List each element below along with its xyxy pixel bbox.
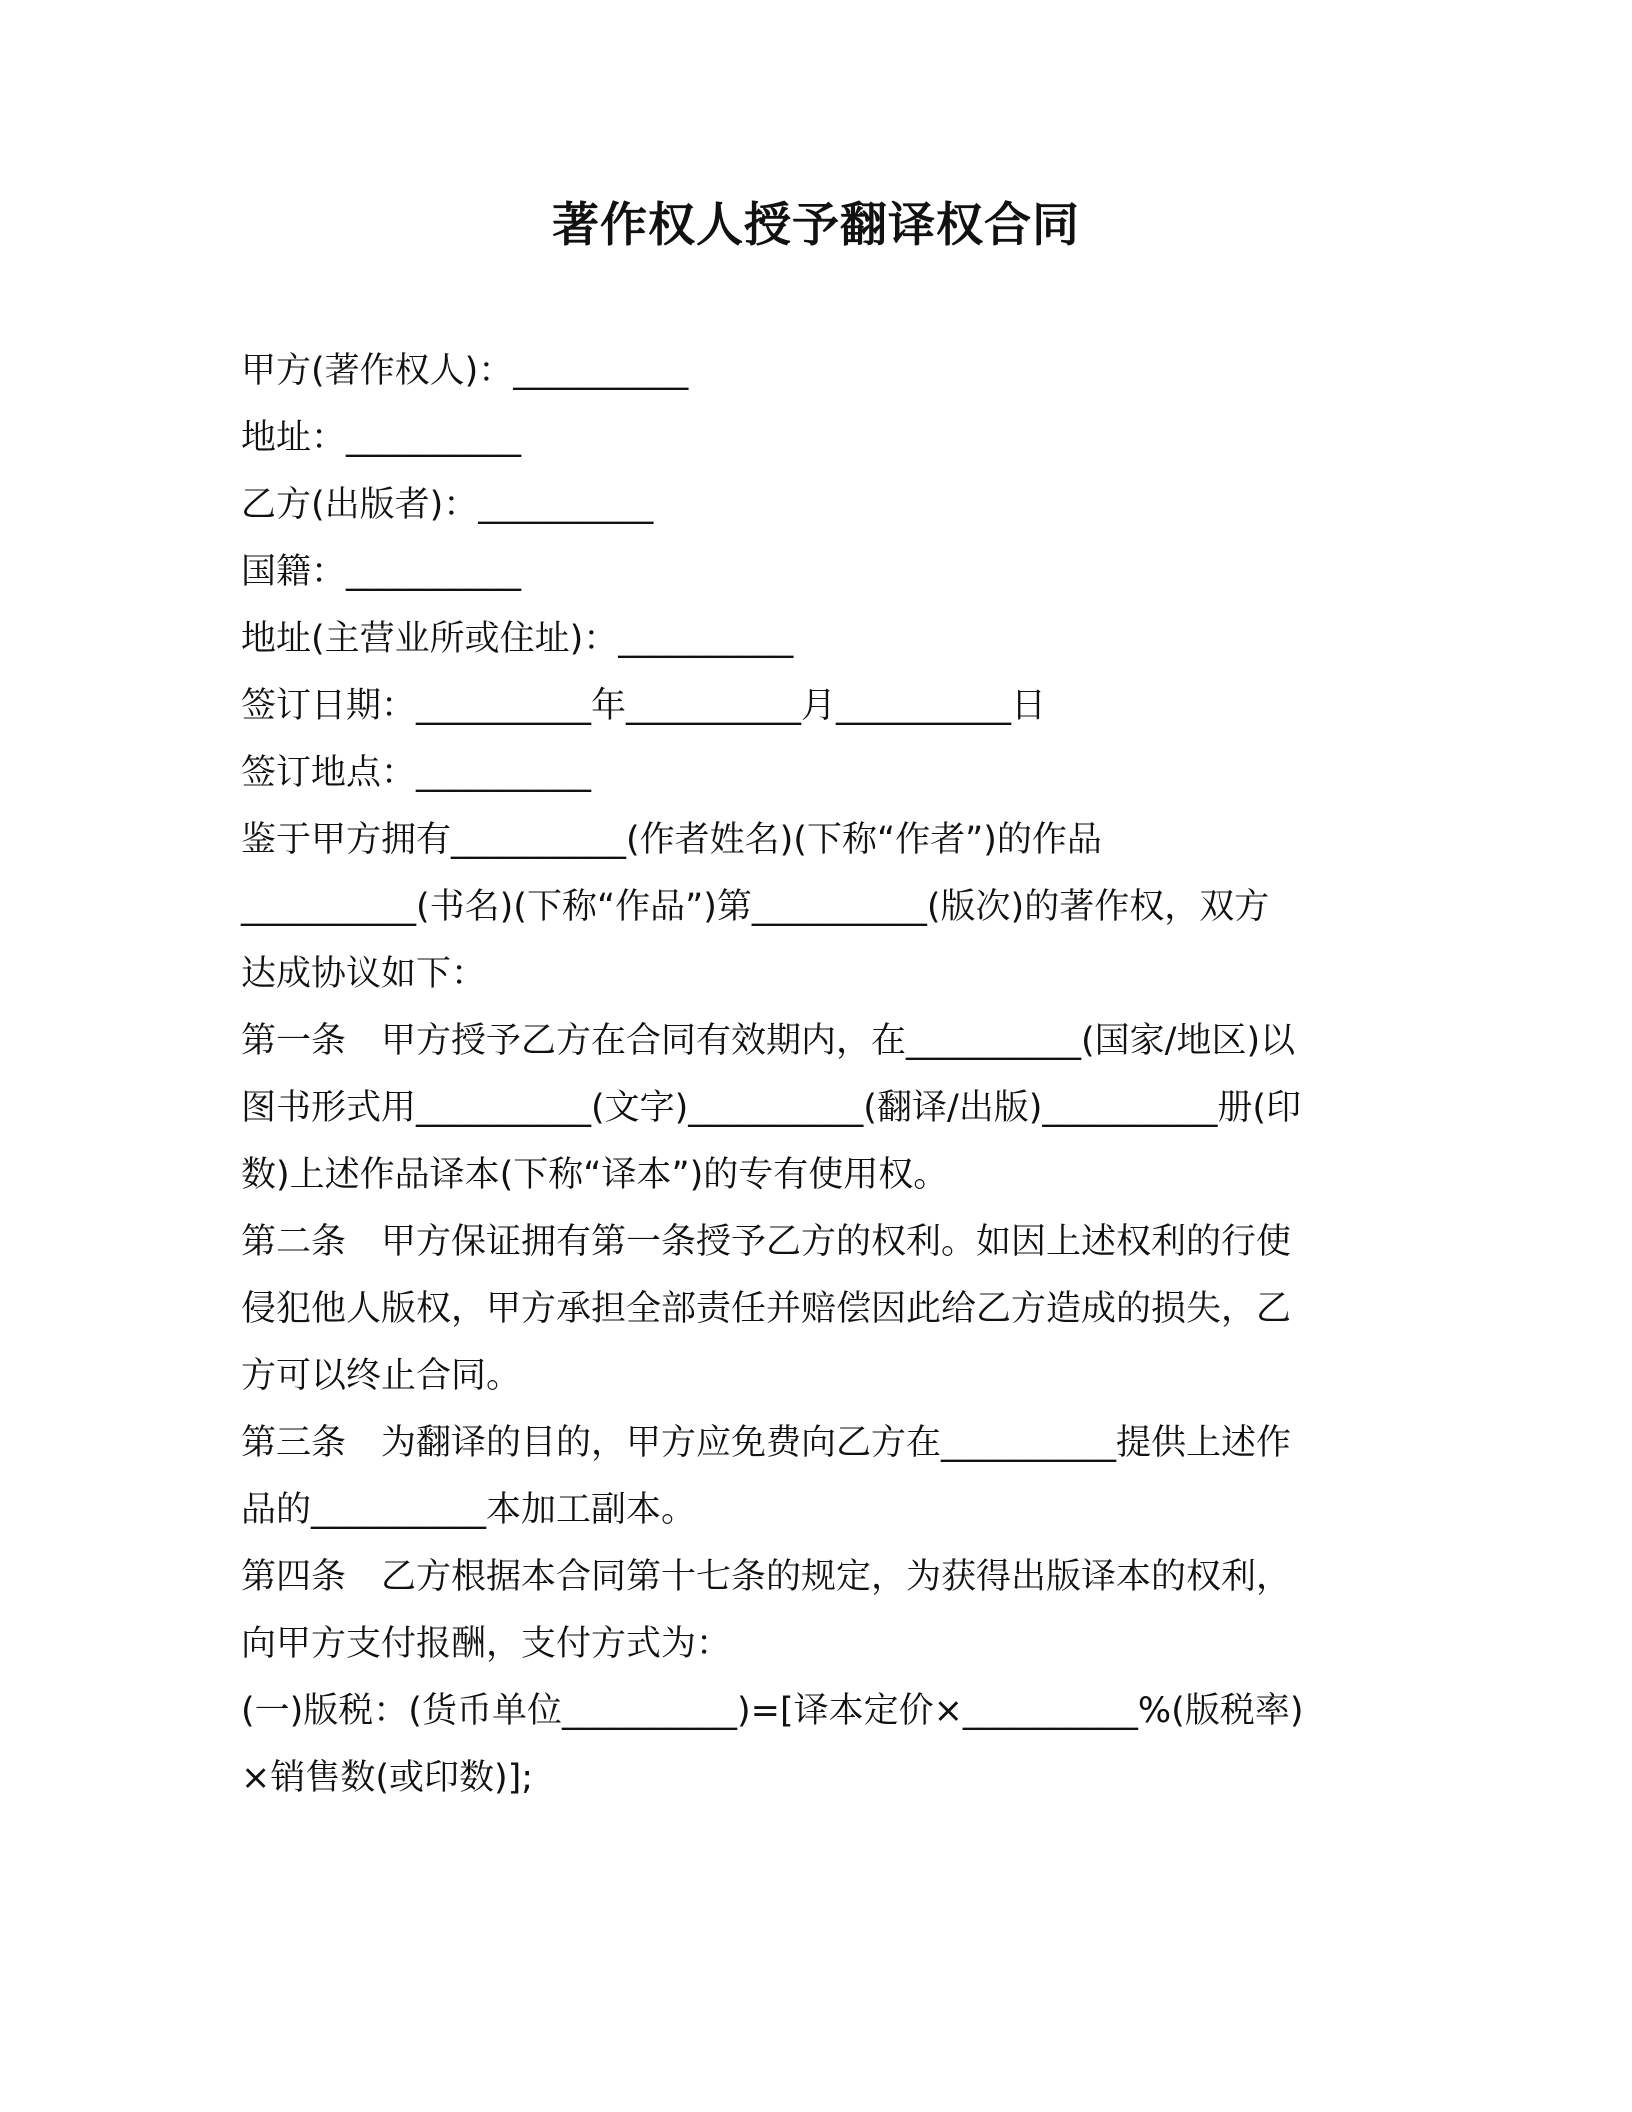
- royalty-line-2: ×销售数(或印数)];: [241, 1758, 534, 1798]
- party-b-line: 乙方(出版者)：__________: [241, 485, 654, 525]
- nationality-line: 国籍：__________: [241, 552, 522, 592]
- document-title: 著作权人授予翻译权合同: [552, 198, 1080, 253]
- signing-place-line: 签订地点：__________: [241, 753, 592, 793]
- article-1-line-3: 数)上述作品译本(下称“译本”)的专有使用权。: [241, 1155, 949, 1195]
- article-2-line-3: 方可以终止合同。: [241, 1356, 522, 1396]
- article-3-line-1: 第三条 为翻译的目的，甲方应免费向乙方在__________提供上述作: [241, 1423, 1292, 1463]
- article-3-line-2: 品的__________本加工副本。: [241, 1490, 697, 1530]
- article-1-line-1: 第一条 甲方授予乙方在合同有效期内，在__________(国家/地区)以: [241, 1021, 1296, 1061]
- article-2-line-1: 第二条 甲方保证拥有第一条授予乙方的权利。如因上述权利的行使: [241, 1222, 1292, 1262]
- article-2-line-2: 侵犯他人版权，甲方承担全部责任并赔偿因此给乙方造成的损失，乙: [241, 1289, 1292, 1329]
- party-a-address-line: 地址：__________: [241, 418, 522, 458]
- party-b-address-line: 地址(主营业所或住址)：__________: [241, 619, 794, 659]
- article-4-line-1: 第四条 乙方根据本合同第十七条的规定，为获得出版译本的权利，: [241, 1557, 1292, 1597]
- preamble-line-2: __________(书名)(下称“作品”)第__________(版次)的著作权，双方: [241, 887, 1270, 927]
- royalty-line-1: (一)版税：(货币单位__________)=[译本定价×__________%(版税率): [241, 1691, 1304, 1731]
- preamble-line-3: 达成协议如下：: [241, 954, 487, 994]
- preamble-line-1: 鉴于甲方拥有__________(作者姓名)(下称“作者”)的作品: [241, 820, 1102, 860]
- document-body: [241, 338, 1376, 1812]
- party-a-line: 甲方(著作权人)：__________: [241, 351, 689, 391]
- article-4-line-2: 向甲方支付报酬，支付方式为：: [241, 1624, 732, 1664]
- article-1-line-2: 图书形式用__________(文字)__________(翻译/出版)__________册(印: [241, 1088, 1302, 1128]
- signing-date-line: 签订日期：__________年__________月__________日: [241, 686, 1047, 726]
